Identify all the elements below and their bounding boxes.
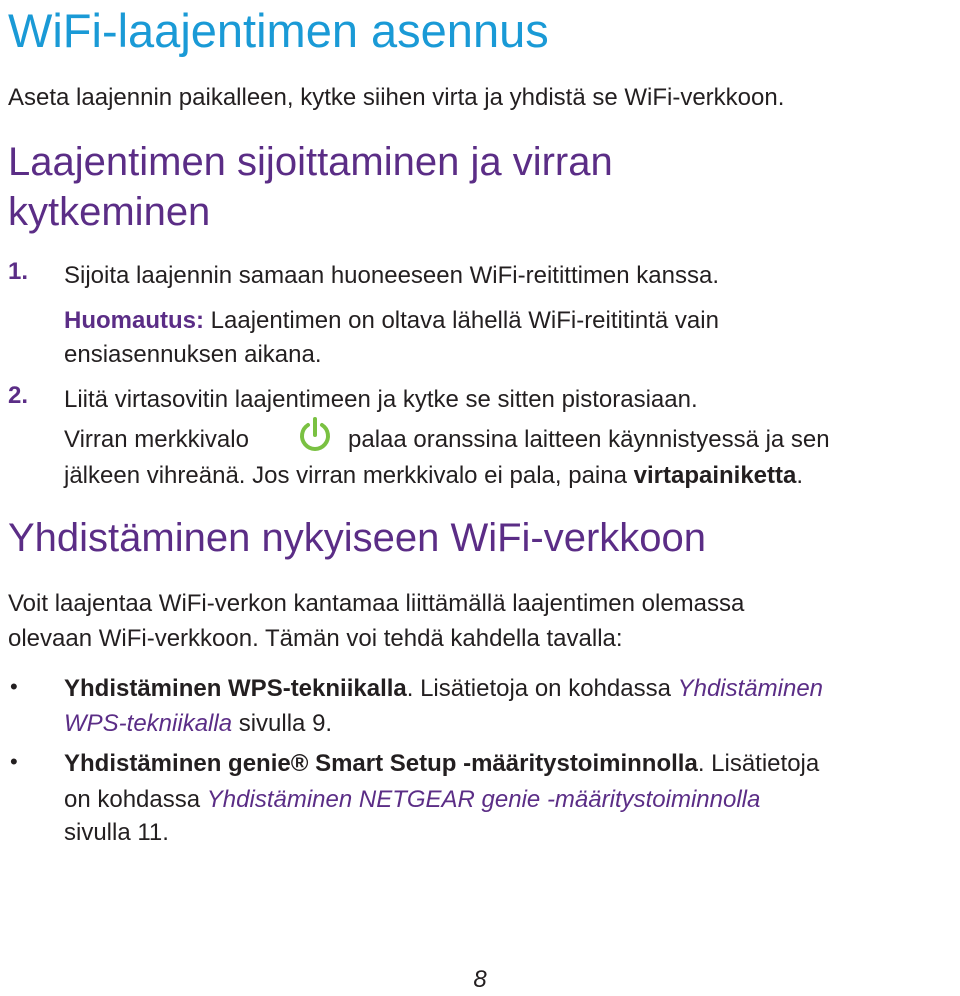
- led-prefix: Virran merkkivalo: [64, 426, 249, 453]
- bullet-1-bold: Yhdistäminen WPS-tekniikalla: [64, 675, 407, 702]
- section2-para-line1: Voit laajentaa WiFi-verkon kantamaa liittämällä laajentimen olemassa: [8, 590, 745, 617]
- note-label: Huomautus:: [64, 307, 204, 334]
- intro-text: Aseta laajennin paikalleen, kytke siihen virta ja yhdistä se WiFi-verkkoon.: [8, 84, 785, 111]
- bullet-2-link[interactable]: Yhdistäminen NETGEAR genie -määritystoiminnolla: [206, 786, 761, 813]
- bullet-1-marker: •: [10, 674, 18, 699]
- led-suffix: palaa oranssina laitteen käynnistyessä ja sen: [348, 426, 830, 453]
- step2-line3-prefix: jälkeen vihreänä. Jos virran merkkivalo ei pala, paina: [64, 462, 634, 489]
- bullet-1-link-part1[interactable]: Yhdistäminen: [677, 675, 824, 702]
- page-title: WiFi-laajentimen asennus: [8, 4, 549, 57]
- step1-note: [64, 303, 719, 339]
- page-number: 8: [473, 966, 487, 993]
- step1-number: 1.: [8, 258, 29, 285]
- bullet-2-text1: . Lisätietoja: [697, 750, 820, 777]
- section2-heading: Yhdistäminen nykyiseen WiFi-verkkoon: [8, 516, 707, 560]
- note-text-line1: Laajentimen on oltava lähellä WiFi-reititintä vain: [204, 307, 719, 334]
- step2-line3-end: .: [796, 462, 804, 489]
- step2-text: Liitä virtasovitin laajentimeen ja kytke se sitten pistorasiaan.: [64, 386, 698, 413]
- bullet-2-line1: [64, 746, 819, 782]
- section1-heading-line1: Laajentimen sijoittaminen ja virran: [8, 140, 613, 184]
- bullet-2-bold: Yhdistäminen genie® Smart Setup -määritystoiminnolla: [64, 750, 698, 777]
- bullet-2-line3: sivulla 11.: [64, 819, 169, 846]
- bullet-2-line2: [64, 782, 760, 818]
- power-icon: [296, 416, 334, 454]
- bullet-1-line2: [64, 706, 332, 742]
- bullet-1-link-part2[interactable]: WPS-tekniikalla: [64, 710, 233, 737]
- section1-heading-line2: kytkeminen: [8, 190, 211, 234]
- bullet-1-line1: [64, 671, 823, 707]
- section2-para-line2: olevaan WiFi-verkkoon. Tämän voi tehdä kahdella tavalla:: [8, 625, 623, 652]
- bullet-2-text2: on kohdassa: [64, 786, 207, 813]
- power-button-label: virtapainiketta: [633, 462, 797, 489]
- bullet-1-text2: sivulla 9.: [232, 710, 333, 737]
- bullet-1-text1: . Lisätietoja on kohdassa: [406, 675, 678, 702]
- step2-number: 2.: [8, 382, 29, 409]
- step2-line3: [64, 458, 803, 494]
- step1-note-line2: ensiasennuksen aikana.: [64, 341, 322, 368]
- bullet-2-marker: •: [10, 749, 18, 774]
- step1-text: Sijoita laajennin samaan huoneeseen WiFi-reitittimen kanssa.: [64, 262, 720, 289]
